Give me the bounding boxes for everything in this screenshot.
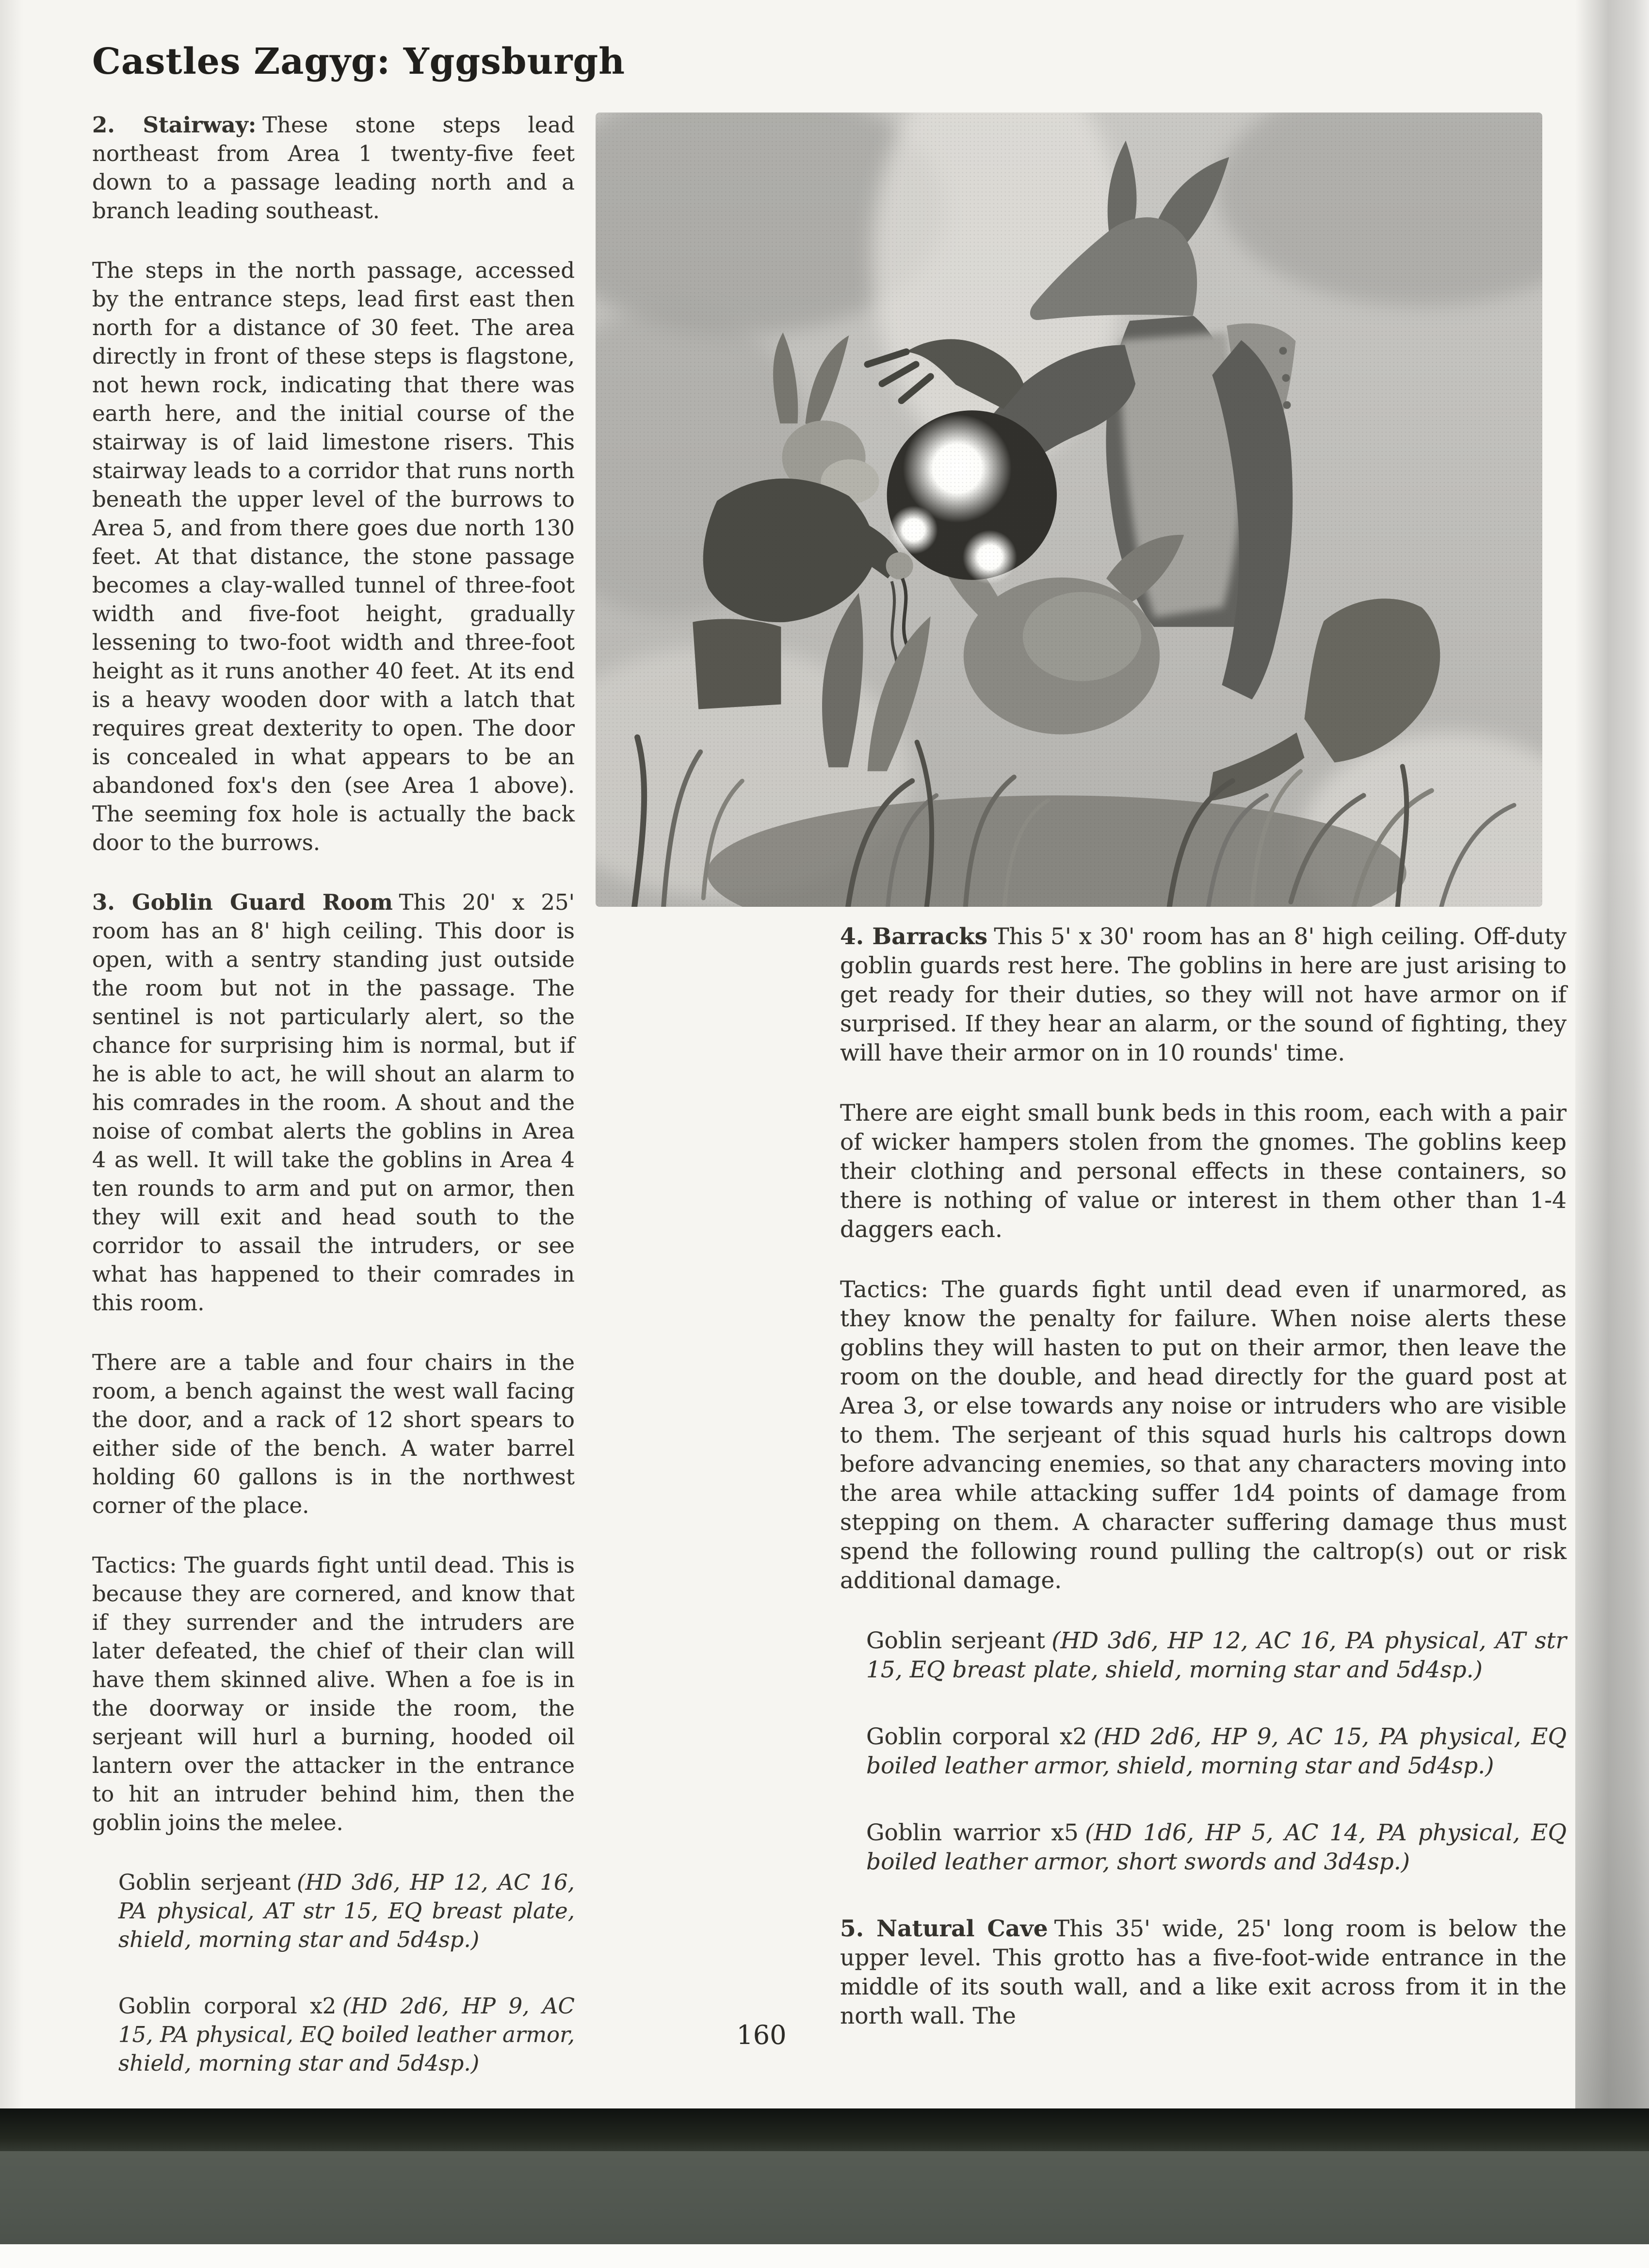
paragraph-text: These stone steps lead northeast from Area 1 twenty-five feet down to a passage leading north and a branch leading southeast. [92, 112, 575, 224]
scan-left-edge [0, 0, 23, 2109]
paragraph-natural-cave [840, 1914, 1567, 2031]
stat-block-serjeant-left [92, 1868, 575, 1954]
paragraph-room-furnishings [92, 1348, 575, 1520]
stat-detail: (HD 3d6, HP 12, AC 16, PA physical, AT str 15, EQ breast plate, shield, morning star and 5d4sp.) [118, 1869, 575, 1952]
section-heading-natural-cave: 5. Natural Cave [840, 1915, 1048, 1942]
stat-detail: (HD 1d6, HP 5, AC 14, PA physical, EQ boiled leather armor, short swords and 3d4sp.) [866, 1819, 1567, 1875]
paragraph-text: There are a table and four chairs in the room, a bench against the west wall facing the door, and a rack of 12 short spears to either side of the bench. A water barrel holding 60 gallons is in the northwest corner of the place. [92, 1350, 575, 1518]
stat-name: Goblin corporal x2 [118, 1993, 337, 2019]
stat-detail: (HD 3d6, HP 12, AC 16, PA physical, AT str 15, EQ breast plate, shield, morning star and 5d4sp.) [866, 1627, 1567, 1683]
paragraph-north-passage [92, 256, 575, 857]
stat-name: Goblin corporal x2 [866, 1723, 1087, 1750]
stat-block-corporal-left [92, 1992, 575, 2077]
paragraph-text: This 20' x 25' room has an 8' high ceiling. This door is open, with a sentry standing just outside the room but not in the passage. The sentinel is not particularly alert, so the chance for surprising him is normal, but if he is able to act, he will shout an alarm to his comrades in the room. A shout and the noise of combat alerts the goblins in Area 4 as well. It will take the goblins in Area 4 ten rounds to arm and put on armor, then they will exit and head south to the corridor to assail the intruders, or see what has happened to their comrades in this room. [92, 889, 575, 1316]
stat-detail: (HD 2d6, HP 9, AC 15, PA physical, EQ boiled leather armor, shield, morning star and 5d4sp.) [866, 1723, 1567, 1779]
paragraph-text: Tactics: The guards fight until dead. This is because they are cornered, and know that if they surrender and the intruders are later defeated, the chief of their clan will have them skinned alive. When a foe is in the doorway or inside the room, the serjeant will hurl a burning, hooded oil lantern over the attacker in the entrance to hit an intruder behind him, then the goblin joins the melee. [92, 1552, 575, 1835]
paragraph-tactics-left [92, 1551, 575, 1837]
stat-name: Goblin serjeant [118, 1869, 291, 1895]
stat-name: Goblin warrior x5 [866, 1819, 1079, 1846]
paragraph-text: This 5' x 30' room has an 8' high ceiling. Off-duty goblin guards rest here. The goblins in here are just arising to get ready for their duties, so they will not have armor on if surprised. If they hear an alarm, or the sound of fighting, they will have their armor on in 10 rounds' time. [840, 923, 1567, 1066]
scan-bottom-black-band [0, 2108, 1649, 2151]
goblin-illustration-svg [596, 113, 1542, 907]
scan-bottom-white-strip [0, 2244, 1649, 2268]
section-heading-stairway: 2. Stairway: [92, 112, 257, 138]
right-column [840, 922, 1567, 2031]
section-heading-goblin-guard-room: 3. Goblin Guard Room [92, 889, 393, 915]
paragraph-stairway [92, 111, 575, 225]
stat-block-serjeant-right [840, 1626, 1567, 1685]
paragraph-text: There are eight small bunk beds in this room, each with a pair of wicker hampers stolen from the gnomes. The goblins keep their clothing and personal effects in these containers, so there is nothing of value or interest in them other than 1-4 daggers each. [840, 1100, 1567, 1243]
scan-right-edge-shade [1575, 0, 1649, 2109]
paragraph-bunk-beds [840, 1099, 1567, 1244]
paragraph-barracks [840, 922, 1567, 1068]
halftone-overlay [596, 113, 1542, 907]
left-column [92, 111, 575, 2239]
stat-block-warrior-right [840, 1818, 1567, 1877]
paragraph-text: Tactics: The guards fight until dead even if unarmored, as they know the penalty for failure. When noise alerts these goblins they will hasten to put on their armor, then leave the room on the double, and head directly for the guard post at Area 3, or else towards any noise or intruders who are visible to them. The serjeant of this squad hurls his caltrops down before advancing enemies, so that any characters moving into the area while attacking suffer 1d4 points of damage from stepping on them. A character suffering damage thus must spend the following round pulling the caltrop(s) out or risk additional damage. [840, 1276, 1567, 1594]
page-number: 160 [736, 2020, 787, 2050]
paragraph-goblin-guard-room [92, 888, 575, 1317]
stat-detail: (HD 2d6, HP 9, AC 15, PA physical, EQ boiled leather armor, shield, morning star and 5d4sp.) [118, 1993, 575, 2076]
paragraph-text: The steps in the north passage, accessed by the entrance steps, lead first east then north for a distance of 30 feet. The area directly in front of these steps is flagstone, not hewn rock, indicating that there was earth here, and the initial course of the stairway is of laid limestone risers. This stairway leads to a corridor that runs north beneath the upper level of the burrows to Area 5, and from there goes due north 130 feet. At that distance, the stone passage becomes a clay-walled tunnel of three-foot width and five-foot height, gradually lessening to two-foot width and three-foot height as it runs another 40 feet. At its end is a heavy wooden door with a latch that requires great dexterity to open. The door is concealed in what appears to be an abandoned fox's den (see Area 1 above). The seeming fox hole is actually the back door to the burrows. [92, 257, 575, 855]
goblin-illustration [596, 113, 1542, 907]
page-title: Castles Zagyg: Yggsburgh [92, 41, 625, 82]
paragraph-tactics-right [840, 1275, 1567, 1595]
stat-block-corporal-right [840, 1722, 1567, 1781]
stat-name: Goblin serjeant [866, 1627, 1045, 1654]
paragraph-text: This 35' wide, 25' long room is below the upper level. This grotto has a five-foot-wide entrance in the middle of its south wall, and a like exit across from it in the north wall. The [840, 1915, 1567, 2029]
section-heading-barracks: 4. Barracks [840, 923, 988, 950]
scan-bottom-gray-band [0, 2151, 1649, 2244]
